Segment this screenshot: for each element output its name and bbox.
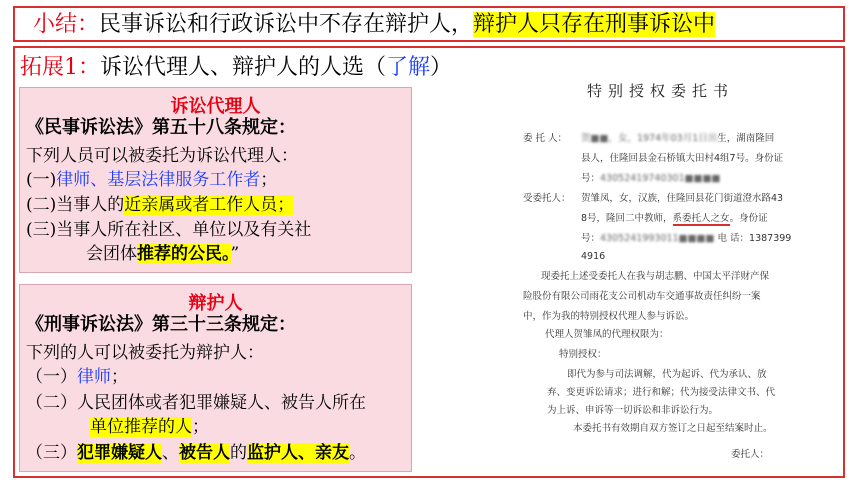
criminal-item-3-hl-2: 被告人 [179, 443, 230, 463]
agent-line-4: 4916 [581, 251, 606, 262]
principal-line-2: 县人，住隆回县金石桥镇大田村4组7号。身份证 [581, 153, 784, 164]
criminal-item-2-line-2 [90, 415, 209, 439]
criminal-item-3-prefix: （三） [26, 443, 77, 463]
agent-line-2 [581, 212, 768, 225]
body-line-9: 本委托书有效期自双方签订之日起至结案时止。 [573, 423, 773, 434]
body-line-4: 代理人贺雏凤的代理权限为： [545, 329, 669, 340]
civil-item-3-line-2-prefix: 会团体 [86, 244, 137, 264]
body-line-1: 现委托上述受委托人在我与胡志鹏、中国太平洋财产保 [541, 271, 770, 282]
criminal-panel-title: 辩护人 [188, 293, 243, 314]
criminal-item-3-suffix: 。 [349, 443, 366, 463]
agent-line-1: 贺雏凤，女，汉族，住隆回县花门街道澄水路43 [581, 193, 784, 204]
body-line-3: 中，作为我的特别授权代理人参与诉讼。 [523, 311, 695, 322]
power-of-attorney-document [503, 66, 818, 476]
summary-line [33, 11, 715, 39]
summary-highlight: 辩护人只存在刑事诉讼中 [473, 12, 716, 37]
summary-prefix: 小结： [33, 12, 100, 37]
civil-intro: 下列人员可以被委托为诉讼代理人： [26, 146, 298, 166]
civil-item-2-prefix: (二)当事人的 [26, 195, 125, 215]
criminal-item-2-highlight: 单位推荐的人 [90, 417, 192, 437]
body-line-7: 弃、变更诉讼请求；进行和解；代为接受法律文书、代 [547, 387, 776, 398]
body-line-6: 即代为参与司法调解，代为起诉、代为承认、放 [567, 369, 767, 380]
civil-item-1-prefix: (一) [26, 170, 57, 190]
criminal-item-2-suffix: ； [192, 417, 209, 437]
agent-line-2-prefix: 8号，隆回二中教师， [581, 213, 673, 224]
heading-suffix: ） [430, 55, 453, 80]
civil-item-3-line-1: (三)当事人所在社区、单位以及有关社 [26, 220, 312, 240]
heading-link: 了解 [386, 55, 431, 80]
criminal-item-3-sep: 、 [162, 443, 179, 463]
heading-text: 诉讼代理人、辩护人的人选（ [100, 55, 387, 80]
civil-item-2 [26, 193, 294, 217]
civil-agent-panel [19, 87, 412, 273]
criminal-item-3-mid: 的 [230, 443, 247, 463]
body-line-2: 险股份有限公司雨花支公司机动车交通事故责任纠纷一案 [523, 291, 761, 302]
civil-item-1-text: 律师、基层法律服务工作者 [56, 170, 261, 190]
civil-law-article: 《民事诉讼法》第五十八条规定： [26, 117, 296, 138]
criminal-law-article: 《刑事诉讼法》第三十三条规定： [26, 314, 296, 335]
agent-line-3-prefix: 号： [581, 233, 601, 244]
summary-box [13, 6, 845, 42]
criminal-item-3-hl-1: 犯罪嫌疑人 [77, 443, 162, 463]
criminal-item-1-text: 律师 [77, 367, 111, 387]
agent-redacted-id: 4305241993011■■■■ [600, 233, 715, 244]
criminal-defender-panel [19, 284, 412, 472]
principal-line-3-prefix: 号： [581, 173, 601, 184]
section-heading [20, 54, 452, 82]
civil-item-3-suffix: ” [230, 244, 240, 264]
civil-item-2-highlight: 近亲属或者工作人员； [124, 195, 295, 215]
principal-redacted-1: 贺■■，女，1974年03月1日出 [581, 133, 718, 144]
signature-label: 委托人： [731, 449, 770, 460]
body-line-8: 为上诉、申诉等一切诉讼和非诉讼行为。 [547, 405, 719, 416]
principal-line-3 [581, 172, 721, 185]
principal-label: 委 托 人： [523, 133, 568, 144]
civil-item-3-line-2 [86, 242, 239, 266]
agent-relationship: 系委托人之女 [672, 213, 730, 224]
criminal-item-3-hl-3: 监护人、亲友 [247, 443, 349, 463]
agent-line-3 [581, 232, 791, 245]
civil-panel-title: 诉讼代理人 [170, 96, 261, 117]
body-line-5: 特别授权： [559, 349, 607, 360]
agent-phone: 1387399 [749, 233, 792, 244]
agent-line-2-suffix: 。身份证 [729, 213, 768, 224]
criminal-item-1 [26, 365, 128, 389]
civil-item-3-highlight: 推荐的公民。 [137, 244, 231, 264]
civil-item-1-suffix: ； [260, 170, 278, 190]
criminal-item-3 [26, 441, 366, 465]
agent-phone-label: 电 话： [714, 233, 750, 244]
heading-prefix: 拓展1： [20, 55, 100, 80]
principal-line-1-end: 生，湖南隆回 [717, 133, 775, 144]
criminal-item-1-suffix: ； [111, 367, 128, 387]
summary-text: 民事诉讼和行政诉讼中不存在辩护人， [99, 12, 474, 37]
criminal-item-2-line-1: （二）人民团体或者犯罪嫌疑人、被告人所在 [26, 393, 366, 413]
agent-label: 受委托人： [523, 193, 571, 204]
criminal-intro: 下列的人可以被委托为辩护人： [26, 343, 264, 363]
document-title: 特别授权委托书 [586, 82, 734, 100]
civil-item-1 [26, 168, 277, 192]
principal-redacted-id: 43052419740301■■■■ [600, 173, 721, 184]
criminal-item-1-prefix: （一） [26, 367, 77, 387]
principal-line-1 [581, 132, 774, 145]
